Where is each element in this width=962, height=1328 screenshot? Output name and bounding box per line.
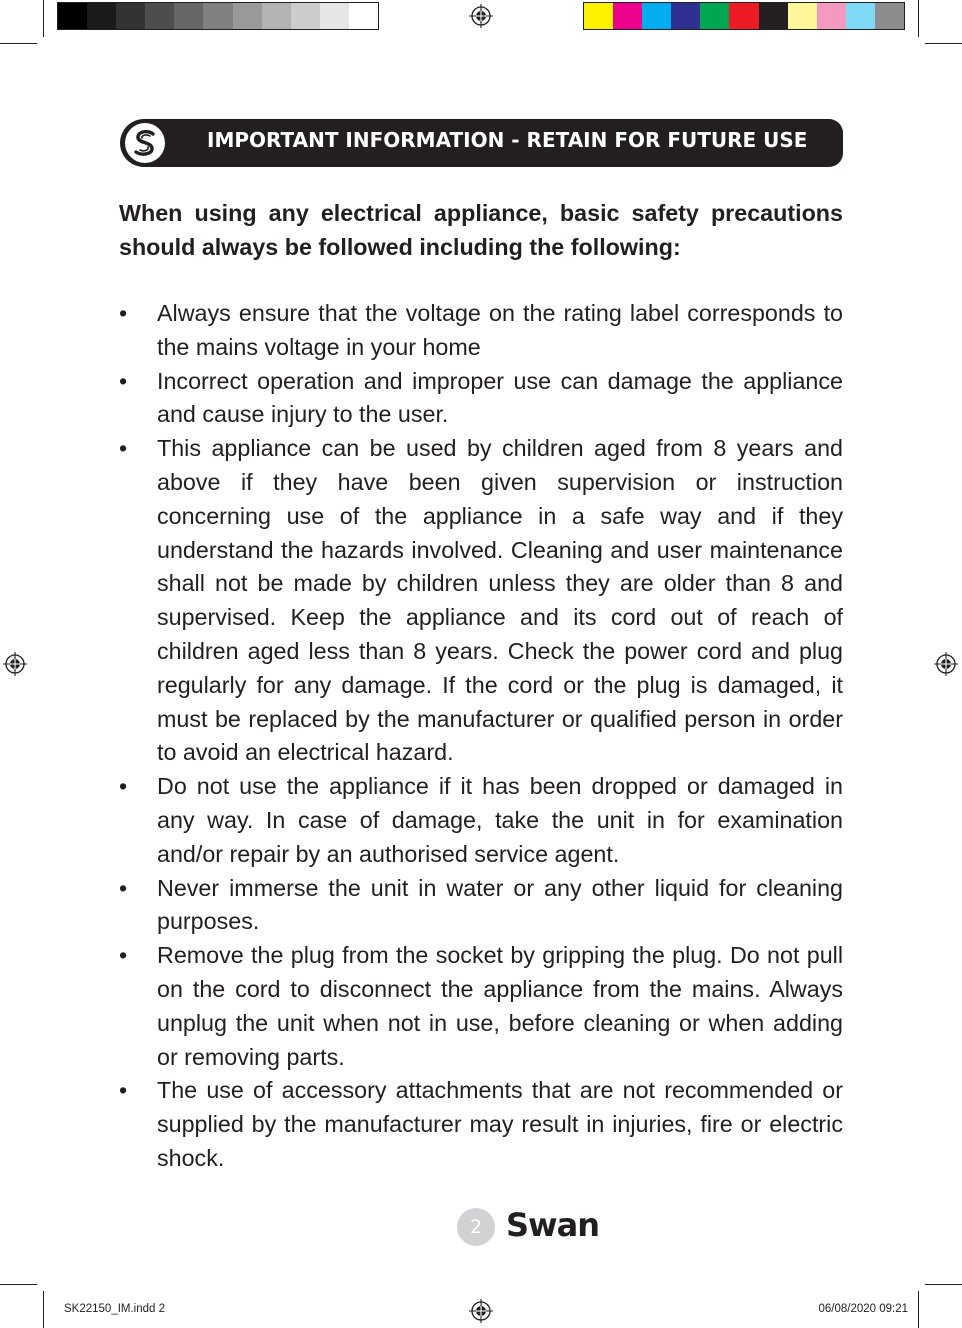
colour-swatch [846,3,875,29]
crop-mark [925,43,962,44]
colour-swatch [174,3,203,29]
bullet-marker: • [119,1077,128,1104]
colour-swatch [700,3,729,29]
colour-swatch [116,3,145,29]
list-item-text: Incorrect operation and improper use can damage the appliance and cause injury to the user. [157,367,843,428]
list-item-text: Always ensure that the voltage on the rating label corresponds to the mains voltage in your home [157,300,843,360]
crop-mark [0,43,37,44]
colour-swatch [203,3,232,29]
registration-mark-icon [469,1299,493,1323]
colour-swatch [642,3,671,29]
bullet-marker: • [119,367,128,394]
list-item [119,297,843,365]
list-item-text: Never immerse the unit in water or any other liquid for cleaning purposes. [157,874,843,935]
bullet-marker: • [119,435,128,462]
colour-swatch [291,3,320,29]
list-item [119,872,843,940]
section-header-banner [120,119,843,167]
colour-swatch [788,3,817,29]
colour-swatch [87,3,116,29]
page-title: IMPORTANT INFORMATION - RETAIN FOR FUTURE USE [207,128,808,152]
intro-paragraph: When using any electrical appliance, basic safety precautions should always be followed including the following: [119,200,843,260]
crop-mark [918,0,919,37]
bullet-marker: • [119,300,128,326]
list-item [119,770,843,871]
bullet-marker: • [119,942,128,969]
slug-file-info: SK22150_IM.indd 2 [64,1303,166,1315]
colour-swatch [145,3,174,29]
colour-swatch [58,3,87,29]
colour-swatch [671,3,700,29]
list-item [119,365,843,433]
crop-mark [43,1291,44,1328]
safety-precautions-list [119,297,843,1176]
colour-swatch [729,3,758,29]
colour-swatch [233,3,262,29]
slug-date-info: 06/08/2020 09:21 [818,1303,908,1315]
list-item-text: This appliance can be used by children aged from 8 years and above if they have been given supervision or instruction concerning use of the appliance in a safe way and if they understand the hazards involved. Cleaning and user maintenance shall not be made by children unless they are older than 8 and supervised. Keep the appliance and its cord out of reach of children aged less than 8 years. Check the power cord and plug regularly for any damage. If the cord or the plug is damaged, it must be replaced by the manufacturer or qualified person in order to avoid an electrical hazard. [157,435,843,766]
colour-swatch [817,3,846,29]
list-item [119,1074,843,1175]
bullet-marker: • [119,874,128,901]
registration-mark-icon [934,652,958,676]
registration-mark-icon [469,4,493,28]
registration-mark-icon [3,652,27,676]
crop-mark [925,1284,962,1285]
list-item-text: Do not use the appliance if it has been dropped or damaged in any way. In case of damage, take the unit in for examination and/or repair by an authorised service agent. [157,773,843,867]
process-colour-bar [583,2,905,30]
colour-swatch [262,3,291,29]
list-item-text: Remove the plug from the socket by gripping the plug. Do not pull on the cord to disconnect the appliance from the mains. Always unplug the unit when not in use, before cleaning or when adding or removing parts. [157,942,843,1070]
colour-swatch [613,3,642,29]
crop-mark [0,1284,37,1285]
crop-mark [918,1291,919,1328]
brand-logo: Swan [506,1206,599,1244]
colour-swatch [875,3,904,29]
colour-swatch [584,3,613,29]
swan-s-logo-icon [125,123,165,163]
list-item-text: The use of accessory attachments that are not recommended or supplied by the manufacturer may result in injuries, fire or electric shock. [157,1077,843,1171]
list-item [119,432,843,770]
crop-mark [43,0,44,37]
grayscale-colour-bar [57,2,379,30]
list-item [119,939,843,1074]
colour-swatch [320,3,349,29]
page-number-badge: 2 [457,1208,495,1246]
bullet-marker: • [119,773,128,800]
colour-swatch [759,3,788,29]
colour-swatch [349,3,378,29]
